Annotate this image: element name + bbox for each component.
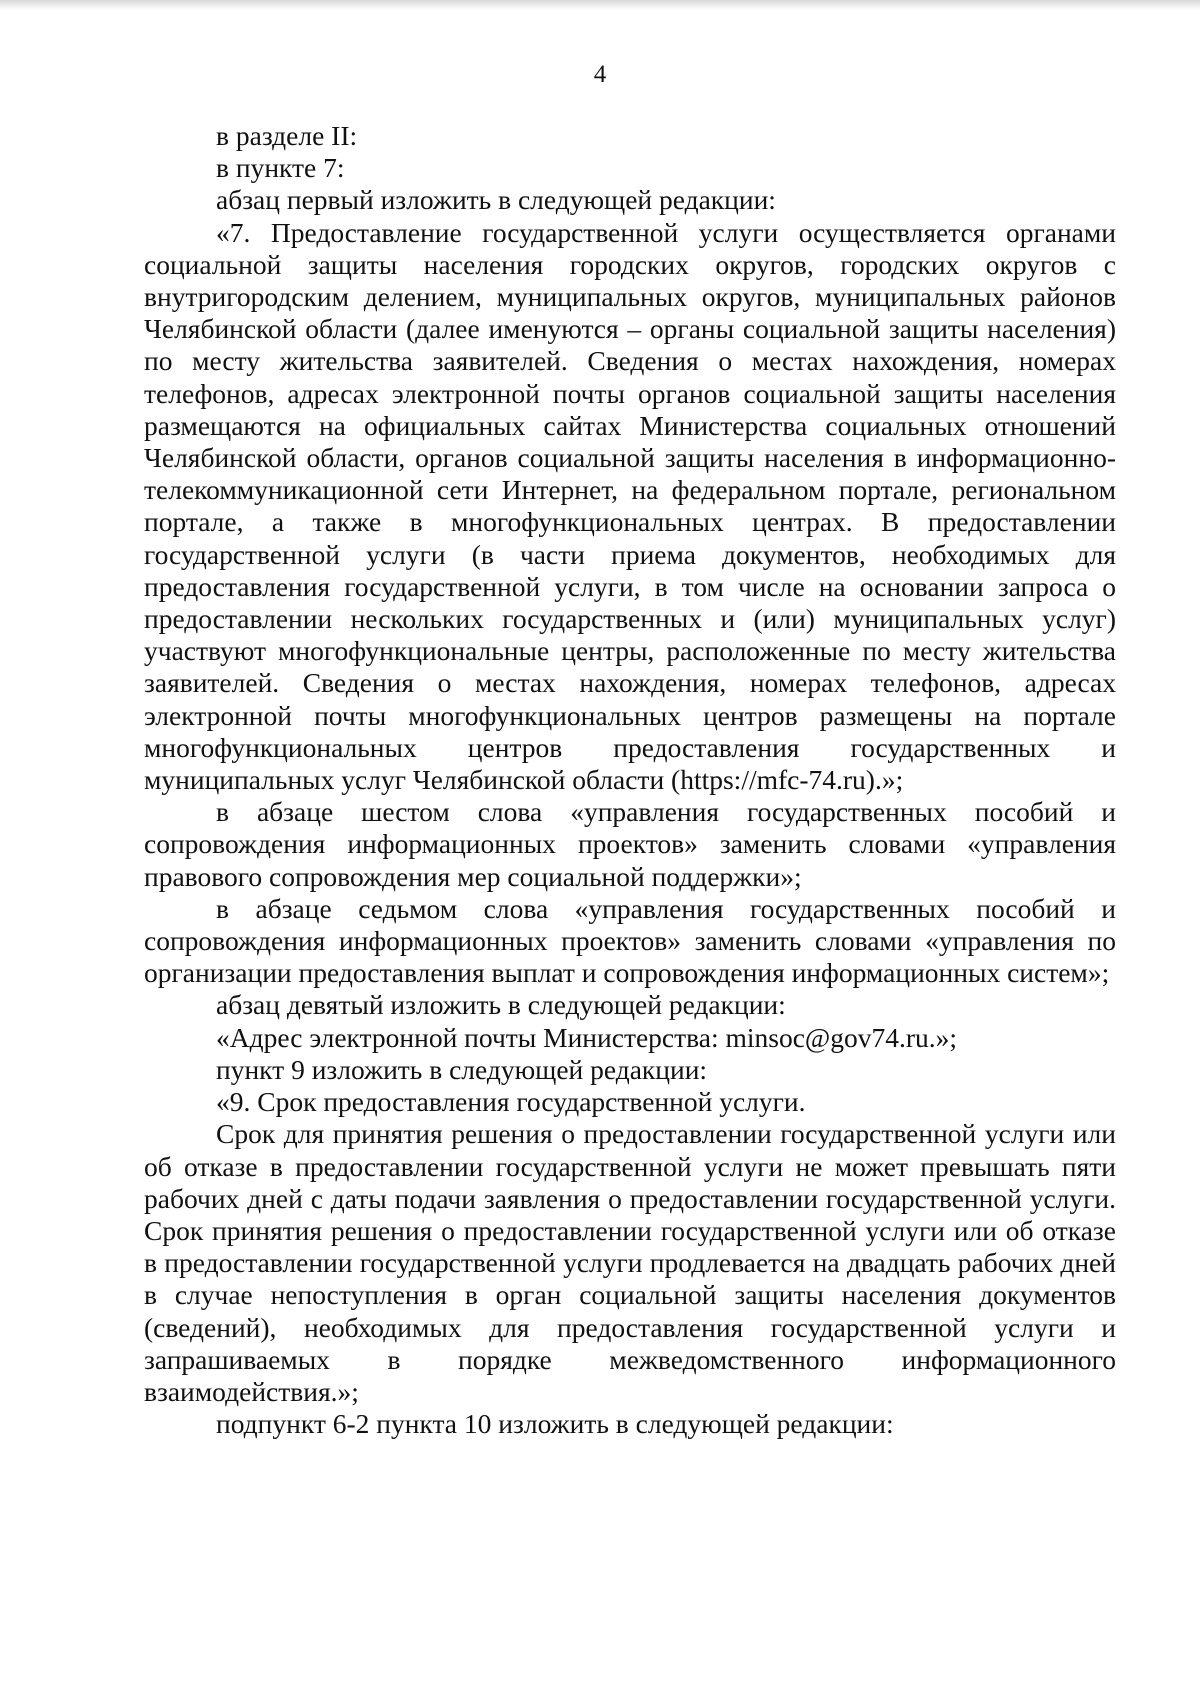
paragraph-item-7: в пункте 7: xyxy=(216,152,345,184)
paragraph-item-9: пункт 9 изложить в следующей редакции: xyxy=(216,1053,708,1085)
paragraph-email: «Адрес электронной почты Министерства: minsoc@gov74.ru.»; xyxy=(216,1021,958,1053)
paragraph-first-abzac: абзац первый изложить в следующей редакции: xyxy=(216,184,776,216)
paragraph-sixth-abzac: в абзаце шестом слова «управления государственных пособий и сопровождения информационных проектов» заменить словами «управления правового сопровождения мер социальной поддержки»; xyxy=(144,796,1116,892)
paragraph-term-text: Срок для принятия решения о предоставлении государственной услуги или об отказе в предоставлении государственной услуги не может превышать пяти рабочих дней с даты подачи заявления о предоставлении государственной услуги. Срок принятия решения о предоставлении государственной услуги или об отказе в предоставлении государственной услуги продлевается на двадцать рабочих дней в случае непоступления в орган социальной защиты населения документов (сведений), необходимых для предоставления государственной услуги и запрашиваемых в порядке межведомственного информационного взаимодействия.»; xyxy=(144,1118,1116,1407)
scan-edge-shadow xyxy=(0,0,1200,10)
document-body xyxy=(144,120,1116,1440)
paragraph-section-ii: в разделе II: xyxy=(216,120,358,151)
paragraph-seventh-abzac: в абзаце седьмом слова «управления государственных пособий и сопровождения информационных проектов» заменить словами «управления по организации предоставления выплат и сопровождения информационных систем»; xyxy=(144,892,1116,989)
page-number: 4 xyxy=(593,61,607,88)
paragraph-item-7-text: «7. Предоставление государственной услуги осуществляется органами социальной защиты населения городских округов, городских округов с внутригородским делением, муниципальных округов, муниципальных районов Челябинской области (далее именуются – органы социальной защиты населения) по месту жительства заявителей. Сведения о местах нахождения, номерах телефонов, адресах электронной почты органов социальной защиты населения размещаются на официальных сайтах Министерства социальных отношений Челябинской области, органов социальной защиты населения в информационно-телекоммуникационной сети Интернет, на федеральном портале, региональном портале, а также в многофункциональных центрах. В предоставлении государственной услуги (в части приема документов, необходимых для предоставления государственной услуги, в том числе на основании запроса о предоставлении нескольких государственных и (или) муниципальных услуг) участвуют многофункциональные центры, расположенные по месту жительства заявителей. Сведения о местах нахождения, номерах телефонов, адресах электронной почты многофункциональных центров размещены на портале многофункциональных центров предоставления государственных и муниципальных услуг Челябинской области (https://mfc-74.ru).»; xyxy=(144,216,1116,796)
paragraph-ninth-abzac: абзац девятый изложить в следующей редакции: xyxy=(216,989,786,1021)
paragraph-item-9-title: «9. Срок предоставления государственной услуги. xyxy=(216,1086,806,1118)
paragraph-subitem-6-2: подпункт 6-2 пункта 10 изложить в следующей редакции: xyxy=(216,1408,894,1440)
